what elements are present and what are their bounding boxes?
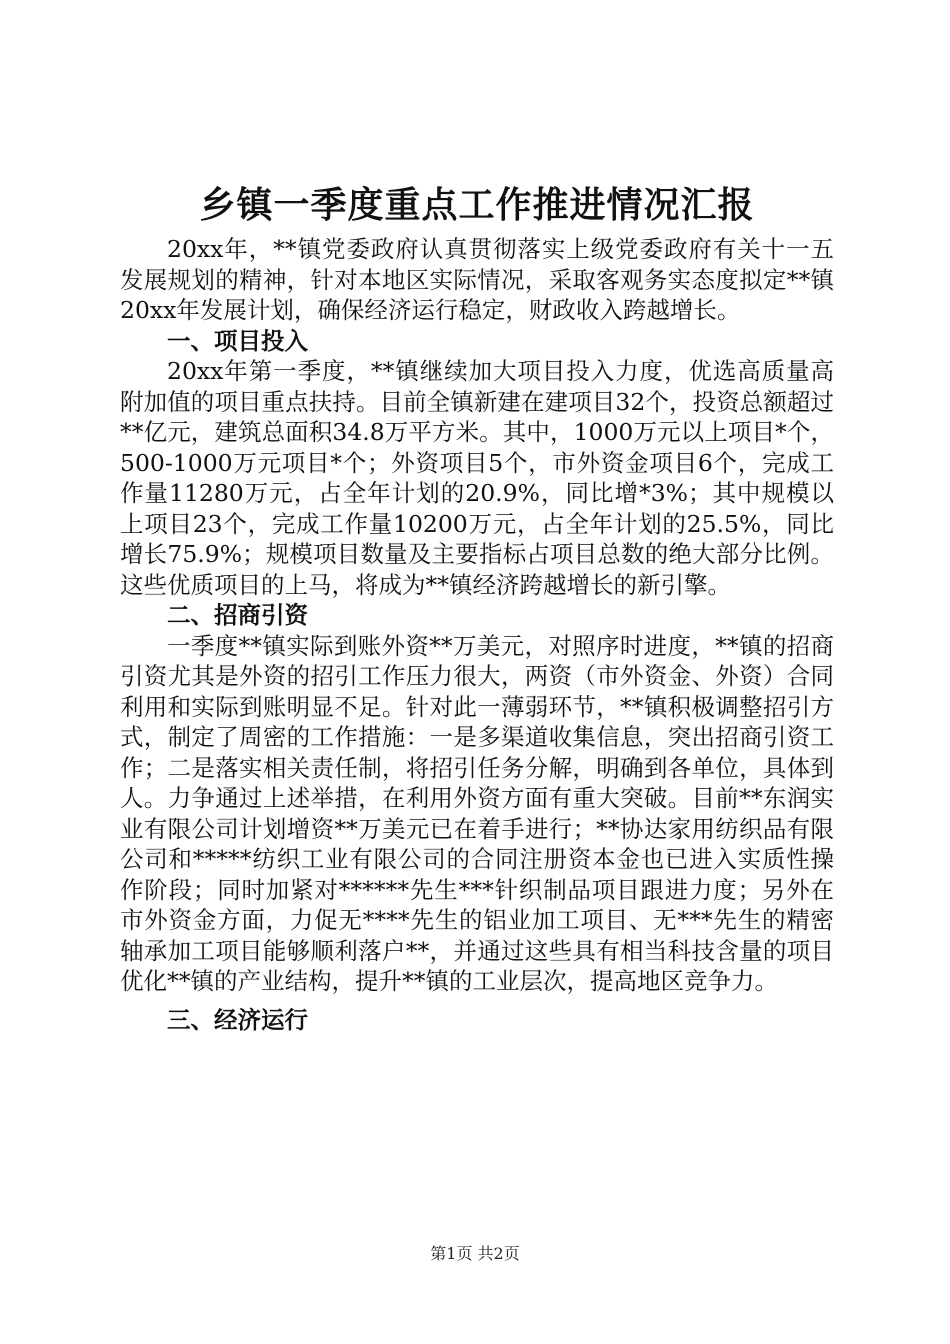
document-page [120, 178, 834, 1035]
page-number-footer: 第1页 共2页 [430, 1244, 520, 1263]
section-heading-economic-operation: 三、经济运行 [167, 1005, 308, 1034]
section-heading-project-investment: 一、项目投入 [167, 326, 308, 355]
section-body-investment-attraction: 一季度**镇实际到账外资**万美元，对照序时进度，**镇的招商引资尤其是外资的招引工作压力很大，两资（市外资金、外资）合同利用和实际到账明显不足。针对此一薄弱环节，**镇积极调整招引方式，制定了周密的工作措施：一是多渠道收集信息，突出招商引资工作；二是落实相关责任制，将招引任务分解，明确到各单位，具体到人。力争通过上述举措，在利用外资方面有重大突破。目前**东润实业有限公司计划增资**万美元已在着手进行；**协达家用纺织品有限公司和*****纺织工业有限公司的合同注册资本金也已进入实质性操作阶段；同时加紧对******先生***针织制品项目跟进力度；另外在市外资金方面，力促无****先生的铝业加工项目、无***先生的精密轴承加工项目能够顺利落户**，并通过这些具有相当科技含量的项目优化**镇的产业结构，提升**镇的工业层次，提高地区竞争力。 [120, 631, 834, 995]
document-title: 乡镇一季度重点工作推进情况汇报 [199, 184, 755, 226]
section-heading-investment-attraction: 二、招商引资 [167, 601, 308, 629]
section-body-project-investment: 20xx年第一季度，**镇继续加大项目投入力度，优选高质量高附加值的项目重点扶持。目前全镇新建在建项目32个，投资总额超过**亿元，建筑总面积34.8万平方米。其中，1000万元以上项目*个，500-1000万元项目*个；外资项目5个，市外资金项目6个，完成工作量11280万元，占全年计划的20.9%，同比增*3%；其中规模以上项目23个，完成工作量10200万元，占全年计划的25.5%，同比增长75.9%；规模项目数量及主要指标占项目总数的绝大部分比例。这些优质项目的上马，将成为**镇经济跨越增长的新引擎。 [120, 357, 834, 599]
intro-paragraph: 20xx年，**镇党委政府认真贯彻落实上级党委政府有关十一五发展规划的精神，针对本地区实际情况，采取客观务实态度拟定**镇20xx年发展计划，确保经济运行稳定，财政收入跨越增长。 [120, 235, 834, 324]
